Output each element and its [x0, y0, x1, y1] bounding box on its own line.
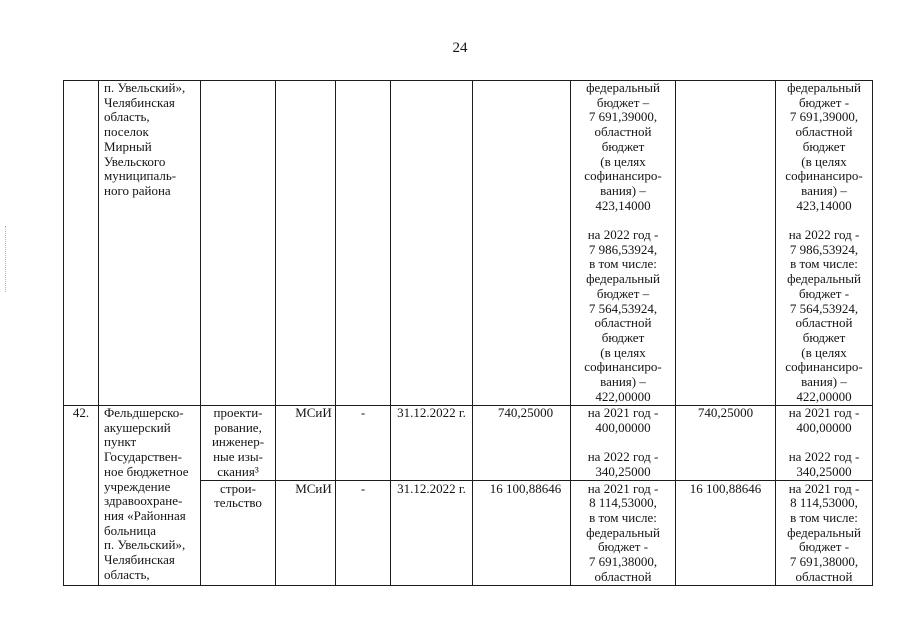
object-name-cell: Фельдшерско- акушерский пункт Государствен- ное бюджетное учреждение здравоохране- ния «Районная больница п. Увельский», Челябинская область,	[99, 406, 201, 586]
deadline-cell: 31.12.2022 г.	[391, 406, 473, 481]
dash-cell	[336, 81, 391, 406]
financing-total-cell: на 2021 год - 8 114,53000, в том числе: федеральный бюджет - 7 691,38000, областной	[776, 480, 873, 585]
row-number-cell: 42.	[64, 406, 99, 586]
dash-cell: -	[336, 406, 391, 481]
deadline-cell	[391, 81, 473, 406]
table-row-item-42-stage-1	[64, 406, 873, 481]
cost-total-cell: 740,25000	[676, 406, 776, 481]
financing-total-cell: федеральный бюджет - 7 691,39000, областной бюджет (в целях софинансиро- вания) – 423,14000 на 2022 год - 7 986,53924, в том числе: федеральный бюджет - 7 564,53924, областной бюджет (в целях софинансиро- вания) – 422,00000	[776, 81, 873, 406]
page-number: 24	[452, 40, 468, 56]
deadline-cell: 31.12.2022 г.	[391, 480, 473, 585]
scan-margin-mark	[5, 226, 6, 292]
object-name-cell: п. Увельский», Челябинская область, поселок Мирный Увельского муниципаль- ного района	[99, 81, 201, 406]
executor-cell: МСиИ	[276, 480, 336, 585]
cost-cell: 16 100,88646	[473, 480, 571, 585]
financing-total-cell: на 2021 год - 400,00000 на 2022 год - 340,25000	[776, 406, 873, 481]
dash-cell: -	[336, 480, 391, 585]
work-type-cell: проекти- рование, инженер- ные изы- скания³	[201, 406, 276, 481]
cost-cell: 740,25000	[473, 406, 571, 481]
executor-cell	[276, 81, 336, 406]
document-table	[63, 80, 873, 586]
financing-cell: на 2021 год - 400,00000 на 2022 год - 340,25000	[571, 406, 676, 481]
cost-total-cell	[676, 81, 776, 406]
financing-cell: на 2021 год - 8 114,53000, в том числе: федеральный бюджет - 7 691,38000, областной	[571, 480, 676, 585]
row-number-cell	[64, 81, 99, 406]
executor-cell: МСиИ	[276, 406, 336, 481]
work-type-cell: строи- тельство	[201, 480, 276, 585]
table-row-continuation	[64, 81, 873, 406]
cost-total-cell: 16 100,88646	[676, 480, 776, 585]
financing-cell: федеральный бюджет – 7 691,39000, областной бюджет (в целях софинансиро- вания) – 423,14000 на 2022 год - 7 986,53924, в том числе: федеральный бюджет – 7 564,53924, областной бюджет (в целях софинансиро- вания) – 422,00000	[571, 81, 676, 406]
work-type-cell	[201, 81, 276, 406]
cost-cell	[473, 81, 571, 406]
